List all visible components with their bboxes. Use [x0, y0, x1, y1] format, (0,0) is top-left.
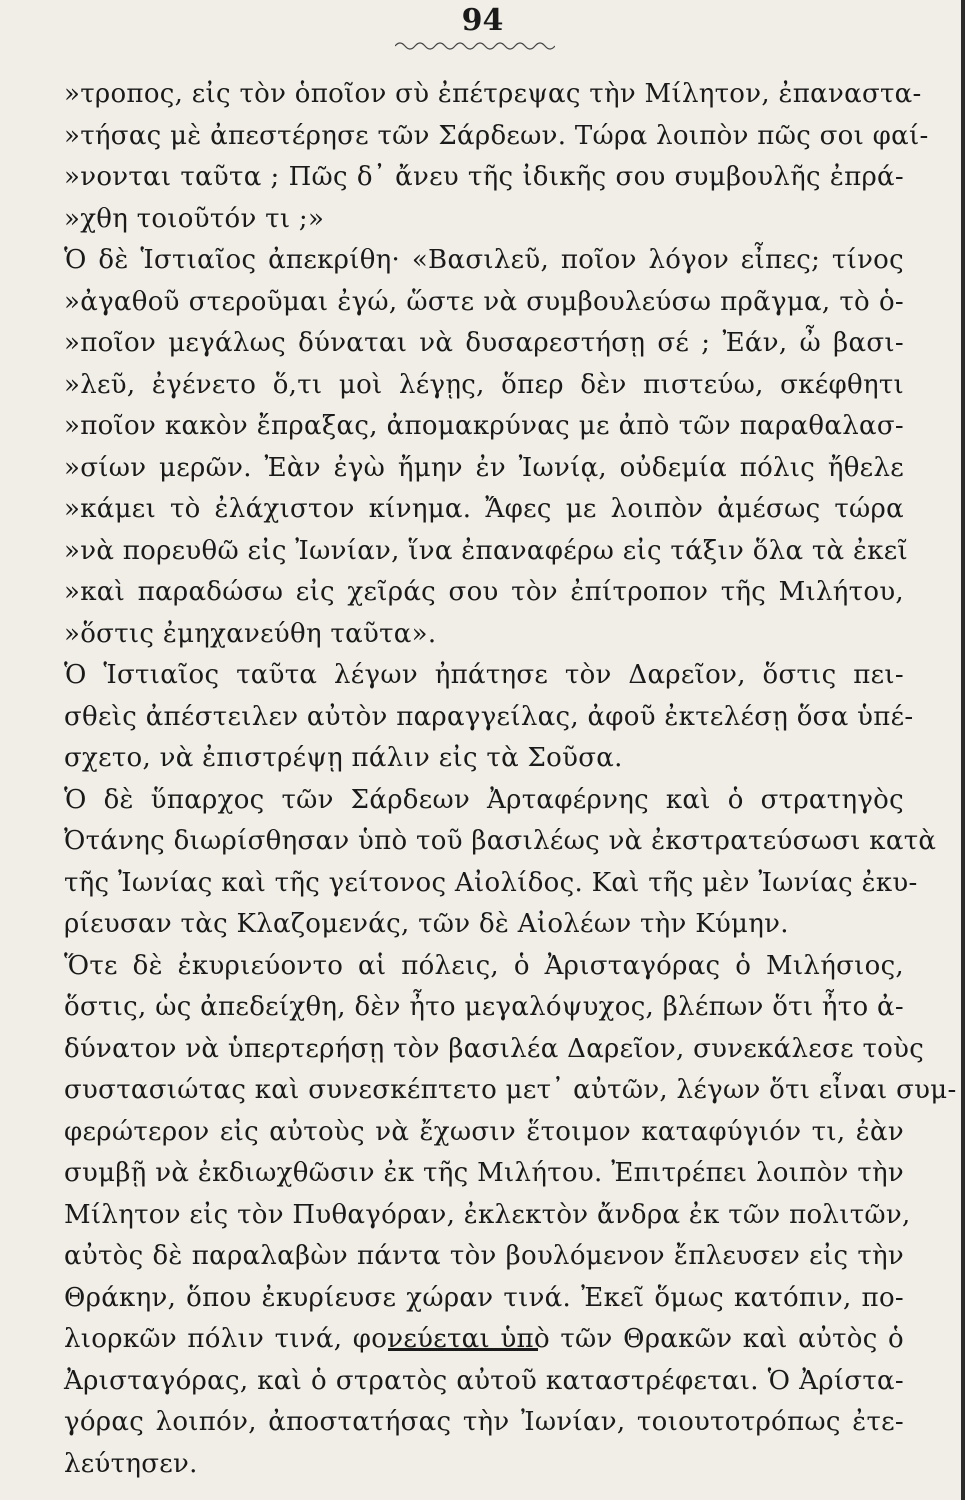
header-ornament: [395, 38, 555, 50]
text-line: »χθη τοιοῦτόν τι ;»: [64, 203, 325, 234]
text-line: »κάμει τὸ ἐλάχιστον κίνημα. Ἄφες με λοιπὸν ἀμέσως τώρα: [64, 494, 904, 524]
text-line: Ὁ δὲ ὕπαρχος τῶν Σάρδεων Ἀρταφέρνης καὶ ὁ στρατηγὸς: [64, 784, 904, 815]
text-line: φερώτερον εἰς αὐτοὺς νὰ ἔχωσιν ἕτοιμον καταφύγιόν τι, ἐὰν: [64, 1116, 904, 1147]
text-line: »σίων μερῶν. Ἐὰν ἐγὼ ἤμην ἐν Ἰωνίᾳ, οὐδεμία πόλις ἤθελε: [64, 452, 904, 483]
text-line: »νὰ πορευθῶ εἰς Ἰωνίαν, ἵνα ἐπαναφέρω εἰς τάξιν ὅλα τὰ ἐκεῖ: [64, 535, 909, 566]
text-line: συστασιώτας καὶ συνεσκέπτετο μετ᾽ αὐτῶν, λέγων ὅτι εἶναι συμ-: [64, 1075, 957, 1105]
text-line: γόρας λοιπόν, ἀποστατήσας τὴν Ἰωνίαν, τοιουτοτρόπως ἐτε-: [64, 1407, 904, 1437]
text-line: δύνατον νὰ ὑπερτερήσῃ τὸν βασιλέα Δαρεῖον, συνεκάλεσε τοὺς: [64, 1033, 925, 1064]
text-line: τῆς Ἰωνίας καὶ τῆς γείτονος Αἰολίδος. Καὶ τῆς μὲν Ἰωνίας ἐκυ-: [64, 867, 918, 898]
text-line: »ποῖον κακὸν ἔπραξας, ἀπομακρύνας με ἀπὸ τῶν παραθαλασ-: [64, 411, 904, 441]
text-line: Ἀρισταγόρας, καὶ ὁ στρατὸς αὐτοῦ καταστρέφεται. Ὁ Ἀρίστα-: [64, 1365, 904, 1396]
text-line: ρίευσαν τὰς Κλαζομενάς, τῶν δὲ Αἰολέων τὴν Κύμην.: [64, 909, 789, 939]
text-line: σχετο, νὰ ἐπιστρέψῃ πάλιν εἰς τὰ Σοῦσα.: [64, 743, 623, 773]
text-line: λιορκῶν πόλιν τινά, φονεύεται ὑπὸ τῶν Θρακῶν καὶ αὐτὸς ὁ: [64, 1324, 904, 1354]
text-line: Ὅτε δὲ ἐκυριεύοντο αἱ πόλεις, ὁ Ἀρισταγόρας ὁ Μιλήσιος,: [64, 950, 904, 981]
body-text: [64, 74, 957, 1485]
text-line: »καὶ παραδώσω εἰς χεῖράς σου τὸν ἐπίτροπον τῆς Μιλήτου,: [64, 577, 904, 607]
text-line: ὅστις, ὡς ἀπεδείχθη, δὲν ἦτο μεγαλόψυχος, βλέπων ὅτι ἦτο ἀ-: [64, 992, 904, 1022]
text-line: »τήσας μὲ ἀπεστέρησε τῶν Σάρδεων. Τώρα λοιπὸν πῶς σοι φαί-: [64, 120, 929, 151]
text-line: Ὁ δὲ Ἱστιαῖος ἀπεκρίθη· «Βασιλεῦ, ποῖον λόγον εἶπες; τίνος: [64, 245, 904, 275]
text-line: αὐτὸς δὲ παραλαβὼν πάντα τὸν βουλόμενον ἔπλευσεν εἰς τὴν: [64, 1241, 904, 1271]
text-line: Θράκην, ὅπου ἐκυρίευσε χώραν τινά. Ἐκεῖ ὅμως κατόπιν, πο-: [64, 1282, 904, 1313]
text-line: σθεὶς ἀπέστειλεν αὐτὸν παραγγείλας, ἀφοῦ ἐκτελέσῃ ὅσα ὑπέ-: [64, 701, 914, 732]
text-line: Ὁ Ἱστιαῖος ταῦτα λέγων ἠπάτησε τὸν Δαρεῖον, ὅστις πει-: [64, 660, 904, 690]
text-line: »τροπος, εἰς τὸν ὁποῖον σὺ ἐπέτρεψας τὴν Μίλητον, ἐπαναστα-: [64, 79, 922, 109]
text-line: »ὅστις ἐμηχανεύθη ταῦτα».: [64, 618, 437, 649]
page-number: 94: [461, 3, 504, 38]
text-line: Ὀτάνης διωρίσθησαν ὑπὸ τοῦ βασιλέως νὰ ἐκστρατεύσωσι κατὰ: [64, 826, 937, 856]
text-line: Μίλητον εἰς τὸν Πυθαγόραν, ἐκλεκτὸν ἄνδρα ἐκ τῶν πολιτῶν,: [64, 1199, 911, 1230]
text-line: »ἀγαθοῦ στεροῦμαι ἐγώ, ὥστε νὰ συμβουλεύσω πρᾶγμα, τὸ ὁ-: [64, 286, 904, 317]
text-line: »λεῦ, ἐγένετο ὅ,τι μοὶ λέγῃς, ὅπερ δὲν πιστεύω, σκέφθητι: [64, 369, 904, 400]
text-line: »ποῖον μεγάλως δύναται νὰ δυσαρεστήσῃ σέ ; Ἐάν, ὦ βασι-: [64, 328, 904, 358]
end-rule: [388, 1348, 538, 1351]
text-line: »νονται ταῦτα ; Πῶς δ᾽ ἄνευ τῆς ἰδικῆς σου συμβουλῆς ἐπρά-: [64, 162, 904, 192]
text-line: συμβῇ νὰ ἐκδιωχθῶσιν ἐκ τῆς Μιλήτου. Ἐπιτρέπει λοιπὸν τὴν: [64, 1158, 904, 1188]
text-line: λεύτησεν.: [64, 1448, 198, 1479]
